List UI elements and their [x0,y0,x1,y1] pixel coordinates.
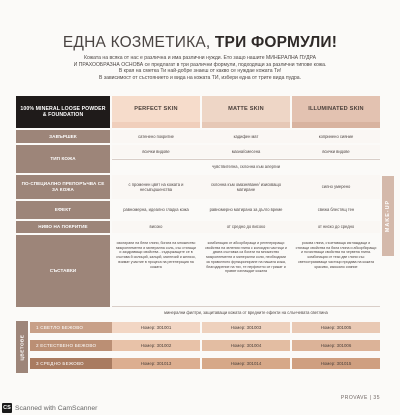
row-label-ingredients: СЪСТАВКИ [16,235,110,307]
column-strip [202,122,290,128]
page-title [0,34,400,52]
table-cell: сатенено покритие [138,133,174,139]
scanner-text: Scanned with CamScanner [15,404,98,412]
table-cell: комбинация от абсорбиращи и регенериращи свойства на зеления глина с колоидни частици и двата съставка са богати на множество микроелементи и минерални соли, необходими за правилното функциониране на нашата кожа, благодарение на тях, те перфектно се грижат и правят изглаждат кожата [205,241,287,274]
title-prefix: ЕДНА КОЗМЕТИКА, [62,34,211,51]
intro-line: В зависимост от състоянието и вида на кожата ТИ, избери една от трите вида пудра. [98,74,302,81]
table-cell: всички видове [322,148,350,154]
column-header-illuminated: ILLUMINATED SKIN [292,96,380,122]
row-label-recommended: ПО-СПЕЦИАЛНО ПРЕПОРЪЧВА СЕ ЗА КОЖА [16,175,110,199]
table-cell: копринено сияние [318,133,354,139]
shade-code: Номер: 301004 [202,340,290,351]
side-tab-label: MAKE-UP [385,199,391,233]
table-cell: мазна/смесена [231,148,261,154]
footer-brand: PROVAVE | 35 [340,395,380,401]
table-cell: равномерно матирана за дълго време [209,207,283,213]
shade-code: Номер: 301005 [292,322,380,333]
table-cell: кадифен мат [233,133,259,139]
table-cell-span: чувствителна, склонна към алергии [212,163,280,169]
table-cell: свежа блестящ тен [317,207,355,213]
table-cell: високо [149,224,163,230]
shade-code: Номер: 301001 [112,322,200,333]
row-label-skin-type: ТИП КОЖА [16,145,110,173]
row-label-finish: ЗАВЪРШЕК [16,130,110,143]
table-cell: силно умерено [321,184,351,190]
camscanner-logo-icon: CS [3,405,11,411]
column-strip [112,122,200,128]
table-cell: склонна към омазняване/ изискващо матиране [210,181,282,192]
table-cell: изолирани на бели глини, богата на множество микроелементи и минерална соль, със стягащи и заздравящи свойства - съдържащите се в състава й силиций, калций, магнезий и желязо, взимат участие в процеса на регенерация на кожата [116,241,196,269]
shades-label: ЦВЕТОВЕ [19,334,25,360]
column-header-perfect: PERFECT SKIN [112,96,200,122]
column-strip [292,122,380,128]
intro-text [50,55,350,81]
intro-line: В края на сметка Ти най-добре знаеш от какво се нуждае кожата Ти! [118,68,282,75]
shade-code: Номер: 301015 [292,358,380,369]
scanner-watermark [0,401,400,415]
title-bold: ТРИ ФОРМУЛИ! [214,34,338,51]
shade-code: Номер: 301003 [202,322,290,333]
shade-label-3: 3 СРЕДНО БЕЖОВО [30,358,112,369]
column-header-matte: MATTE SKIN [202,96,290,122]
table-cell: розова глина, съчетаваща изглаждащи и стягащи свойства на бяла глина и абсорбиращи и почистващи свойства на червена глина. комбинация от тези две глини със светоотразяващи частици придава на кожата красиво, изискано сияние [295,241,377,269]
table-cell: всички видове [142,148,170,154]
table-cell: равномерна, идеално гладка кожа [123,207,189,213]
shades-vertical-label [16,321,28,373]
shade-code: Номер: 301002 [112,340,200,351]
table-cell: с променен цвят на кожата и несъвършенства [128,181,184,192]
table-cell-span: минерални филтри, защитаващи кожата от вредните ефекти на слънчевата светлина [164,309,328,315]
shade-code: Номер: 301006 [292,340,380,351]
shade-label-2: 2 ЕСТЕСТВЕНО БЕЖОВО [30,340,112,351]
shade-code: Номер: 301013 [112,358,200,369]
shade-label-1: 1 СВЕТЛО БЕЖОВО [30,322,112,333]
row-label-effect: ЕФЕКТ [16,201,110,219]
table-corner-label: 100% MINERAL LOOSE POWDER & FOUNDATION [16,96,110,128]
intro-line: Кожата на всяка от нас е различна и има различни нужди. Ето защо нашите МИНЕРАЛНА ПУДРА [83,55,317,61]
table-cell: от средно до високо [226,224,266,230]
intro-line: И ПРАХООБРАЗНА ОСНОВА се предлагат в три различни формули, подходящи за различни типове кожа. [73,61,327,68]
row-label-coverage: НИВО НА ПОКРИТИЕ [16,221,110,233]
side-tab [382,176,394,256]
table-cell: от ниско до средно [317,224,355,230]
shade-code: Номер: 301014 [202,358,290,369]
